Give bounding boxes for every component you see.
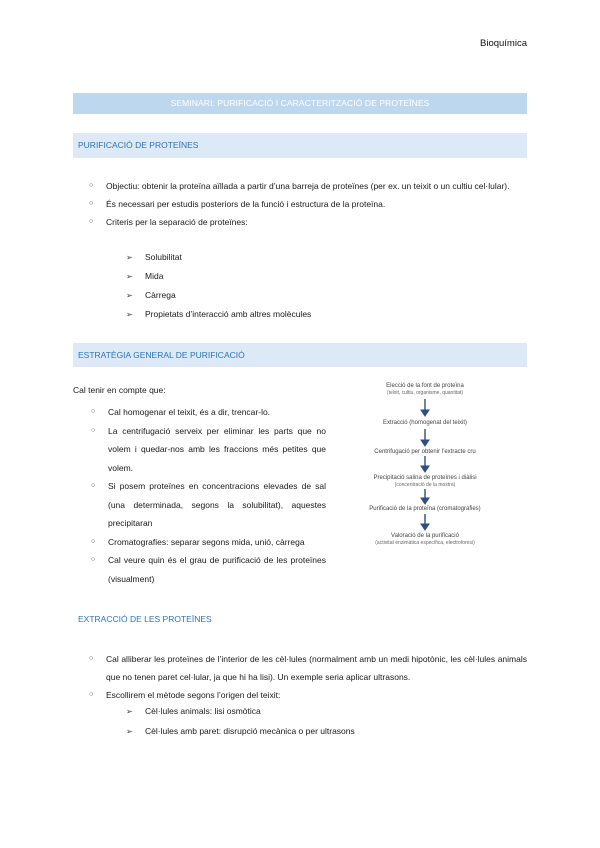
criteria-item: ➢ Càrrega: [145, 286, 311, 305]
criteria-item: ➢ Mida: [145, 267, 311, 286]
flow-arrowhead-icon: [421, 440, 429, 446]
flow-arrowhead-icon: [421, 410, 429, 416]
purification-flowchart: [330, 378, 520, 558]
flow-step: Valoració de la purificació (activitat enzimàtica específica, electroforesi): [375, 533, 475, 546]
bullet-icon: ○: [89, 218, 94, 225]
flow-arrowhead-icon: [421, 524, 429, 530]
list-item: ○ Cal homogenar el teixit, és a dir, trencar-lo.: [108, 403, 326, 422]
extraction-list: [89, 650, 527, 704]
criteria-item: ➢ Propietats d’interacció amb altres molècules: [145, 305, 311, 324]
method-item: ➢ Cèl·lules amb paret: disrupció mecànica o per ultrasons: [145, 722, 355, 742]
arrow-bullet-icon: ➢: [126, 707, 133, 716]
bullet-icon: ○: [89, 691, 94, 698]
arrow-bullet-icon: ➢: [126, 253, 133, 262]
flow-arrowhead-icon: [421, 498, 429, 504]
arrow-bullet-icon: ➢: [126, 726, 133, 736]
seminar-title-banner: SEMINARI: PURIFICACIÓ I CARACTERITZACIÓ DE PROTEÏNES: [73, 93, 527, 114]
criteria-item: ➢ Solubilitat: [145, 248, 311, 267]
bullet-icon: ○: [89, 200, 94, 207]
section-heading-extraction: EXTRACCIÓ DE LES PROTEÏNES: [78, 614, 212, 624]
arrow-bullet-icon: ➢: [126, 291, 133, 300]
arrow-bullet-icon: ➢: [126, 310, 133, 319]
list-item: ○ Escollirem el mètode segons l’origen del teixit:: [106, 686, 527, 704]
flow-step: Elecció de la font de proteïna (teixit, cultiu, organisme, quantitat): [386, 383, 464, 396]
flow-arrowhead-icon: [421, 466, 429, 472]
list-item: ○ Cal alliberar les proteïnes de l’interior de les cèl·lules (normalment amb un medi hipotònic, les cèl·lules animals que no tenen paret cel·lular, ja que hi ha lisi). Un exemple seria aplicar ultrasons.: [106, 650, 527, 686]
bullet-icon: ○: [91, 408, 96, 415]
strategy-list: [91, 403, 326, 588]
flow-step: Precipitació salina de proteïnes i diàlisi (concentració de la mostra): [373, 475, 477, 488]
method-item: ➢ Cèl·lules animals: lisi osmòtica: [145, 702, 355, 722]
bullet-icon: ○: [91, 426, 96, 434]
arrow-bullet-icon: ➢: [126, 272, 133, 281]
bullet-icon: ○: [91, 556, 96, 563]
list-item: ○ És necessari per estudis posteriors de la funció i estructura de la proteïna.: [106, 195, 527, 213]
list-item: ○ Criteris per la separació de proteïnes:: [106, 213, 527, 231]
bullet-icon: ○: [89, 182, 94, 189]
document-header-title: Bioquímica: [480, 38, 527, 49]
list-item: ○ Cromatografies: separar segons mida, unió, càrrega: [108, 533, 326, 552]
bullet-icon: ○: [91, 537, 96, 545]
extraction-methods-list: [126, 702, 355, 741]
purification-list: [89, 177, 527, 231]
section-heading-strategy: ESTRATÈGIA GENERAL DE PURIFICACIÓ: [73, 343, 527, 367]
flow-step: Extracció (homogenat del teixit): [382, 420, 468, 426]
bullet-icon: ○: [91, 482, 96, 489]
list-item: ○ Si posem proteïnes en concentracions elevades de sal (una determinada, segons la solubilitat), aquestes precipitaran: [108, 477, 326, 533]
list-item: ○ La centrifugació serveix per eliminar les parts que no volem i quedar-nos amb les fraccions més petites que volem.: [108, 422, 326, 478]
flow-step: Purificació de la proteïna (cromatografies): [369, 506, 481, 512]
list-item: ○ Objectiu: obtenir la proteïna aïllada a partir d’una barreja de proteïnes (per ex. un teixit o un cultiu cel·lular).: [106, 177, 527, 195]
strategy-intro: Cal tenir en compte que:: [73, 385, 166, 395]
bullet-icon: ○: [89, 655, 94, 662]
flowchart-arrows: [330, 378, 520, 558]
list-item: ○ Cal veure quin és el grau de purificació de les proteïnes (visualment): [108, 551, 326, 588]
criteria-list: [126, 248, 312, 324]
section-heading-purification: PURIFICACIÓ DE PROTEÏNES: [73, 133, 527, 158]
flow-step: Centrifugació per obtenir l’extracte cru: [374, 449, 476, 455]
